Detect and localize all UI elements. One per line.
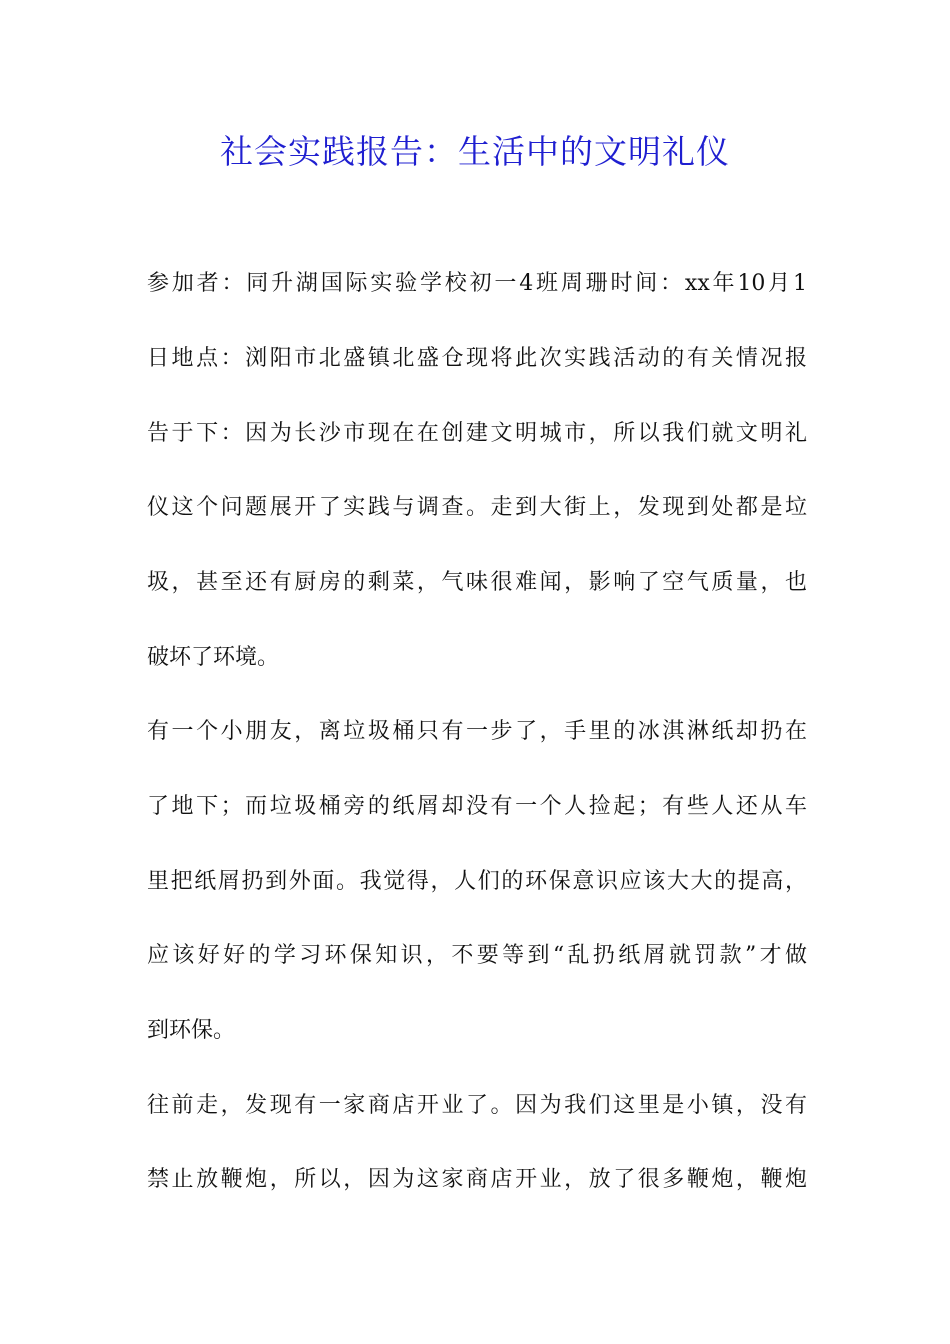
paragraph-1-line-6: 破坏了环境。 — [147, 645, 280, 670]
paragraph-1-line-5: 圾，甚至还有厨房的剩菜，气味很难闻，影响了空气质量，也 — [147, 570, 807, 595]
paragraph-1-line-1: 参加者：同升湖国际实验学校初一4班周珊时间：xx年10月1 — [147, 271, 807, 296]
paragraph-3-line-2: 禁止放鞭炮，所以，因为这家商店开业，放了很多鞭炮，鞭炮 — [147, 1167, 807, 1192]
paragraph-1-line-2: 日地点：浏阳市北盛镇北盛仓现将此次实践活动的有关情况报 — [147, 346, 807, 371]
document-title: 社会实践报告：生活中的文明礼仪 — [220, 132, 730, 171]
paragraph-2-line-5: 到环保。 — [147, 1018, 236, 1043]
paragraph-1-line-3: 告于下：因为长沙市现在在创建文明城市，所以我们就文明礼 — [147, 421, 807, 446]
paragraph-2-line-4: 应该好好的学习环保知识，不要等到“乱扔纸屑就罚款”才做 — [147, 943, 807, 968]
paragraph-2-line-3: 里把纸屑扔到外面。我觉得，人们的环保意识应该大大的提高， — [147, 869, 807, 894]
paragraph-2-line-2: 了地下；而垃圾桶旁的纸屑却没有一个人捡起；有些人还从车 — [147, 794, 807, 819]
paragraph-1-line-4: 仪这个问题展开了实践与调查。走到大街上，发现到处都是垃 — [147, 495, 807, 520]
paragraph-2-line-1: 有一个小朋友，离垃圾桶只有一步了，手里的冰淇淋纸却扔在 — [147, 719, 807, 744]
paragraph-3-line-1: 往前走，发现有一家商店开业了。因为我们这里是小镇，没有 — [147, 1093, 807, 1118]
